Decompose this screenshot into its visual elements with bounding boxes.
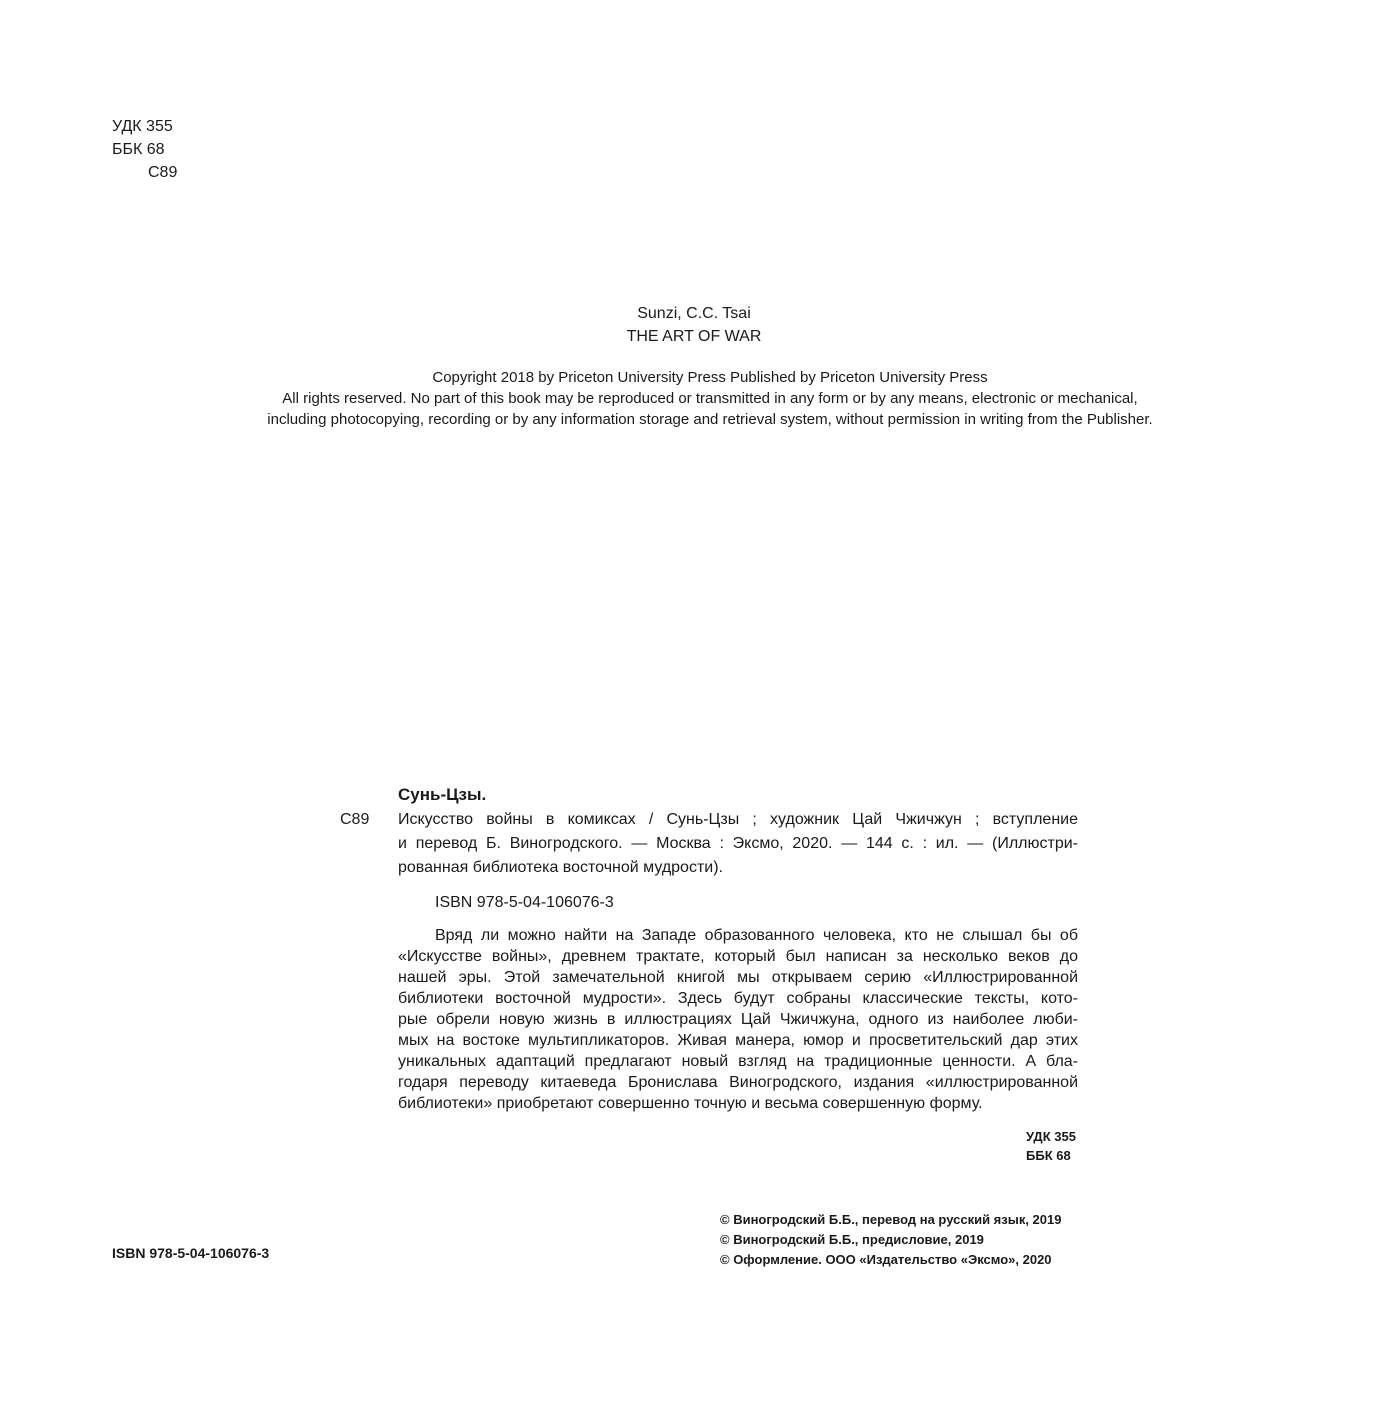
annotation-line: рые обрели новую жизнь в иллюстрациях Цай Чжичжуна, одного из наиболее люби- [398, 1011, 1078, 1028]
annotation-line: нашей эры. Этой замечательной книгой мы открываем серию «Иллюстрированной [398, 969, 1078, 986]
copyright-notice [150, 367, 1270, 430]
annotation-line: годаря переводу китаеведа Бронислава Виногродского, издания «иллюстрированной [398, 1074, 1078, 1091]
catalog-code: С89 [340, 811, 370, 828]
udk-code: УДК 355 [112, 118, 173, 135]
footer-isbn: ISBN 978-5-04-106076-3 [112, 1245, 270, 1261]
classification-block [112, 115, 177, 184]
original-title: THE ART OF WAR [626, 328, 762, 345]
catalog-annotation [398, 925, 1078, 1114]
annotation-line: уникальных адаптаций предлагают новый взгляд на традиционные ценности. А бла- [398, 1053, 1078, 1070]
annotation-line: Вряд ли можно найти на Западе образованного человека, кто не слышал бы об [435, 927, 1078, 944]
original-authors: Sunzi, C.C. Tsai [637, 305, 751, 322]
annotation-line: библиотеки восточной мудрости». Здесь будут собраны классические тексты, кото- [398, 990, 1078, 1007]
footer-copyrights [720, 1210, 1061, 1270]
copyright-line-1: Copyright 2018 by Priceton University Press Published by Priceton University Press [432, 369, 988, 386]
copyright-entry: © Оформление. ООО «Издательство «Эксмо», 2020 [720, 1252, 1052, 1267]
annotation-line: «Искусстве войны», древнем трактате, который был написан за несколько веков до [398, 948, 1078, 965]
annotation-line: мых на востоке мультипликаторов. Живая манера, юмор и просветительский дар этих [398, 1032, 1078, 1049]
copyright-entry: © Виногродский Б.Б., предисловие, 2019 [720, 1232, 984, 1247]
description-line: и перевод Б. Виногродского. — Москва : Эксмо, 2020. — 144 с. : ил. — (Иллюстри- [398, 835, 1078, 852]
copyright-line-3: including photocopying, recording or by any information storage and retrieval system, without permission in writing from the Publisher. [267, 411, 1153, 428]
description-line: рованная библиотека восточной мудрости). [398, 859, 723, 876]
description-line: Искусство войны в комиксах / Сунь-Цзы ; художник Цай Чжичжун ; вступление [398, 811, 1078, 828]
copyright-line-2: All rights reserved. No part of this book may be reproduced or transmitted in any form or by any means, electronic or mechanical, [282, 390, 1138, 407]
catalog-bbk: ББК 68 [1026, 1148, 1071, 1163]
copyright-entry: © Виногродский Б.Б., перевод на русский язык, 2019 [720, 1212, 1062, 1227]
catalog-classification [1026, 1127, 1076, 1165]
catalog-isbn: ISBN 978-5-04-106076-3 [435, 894, 614, 911]
annotation-line: библиотеки» приобретают совершенно точную и весьма совершенную форму. [398, 1095, 983, 1112]
catalog-udk: УДК 355 [1026, 1129, 1076, 1144]
catalog-author: Сунь-Цзы. [398, 785, 487, 804]
author-mark: С89 [148, 164, 178, 181]
catalog-description [398, 808, 1078, 880]
original-edition [0, 302, 1388, 348]
bbk-code: ББК 68 [112, 141, 165, 158]
